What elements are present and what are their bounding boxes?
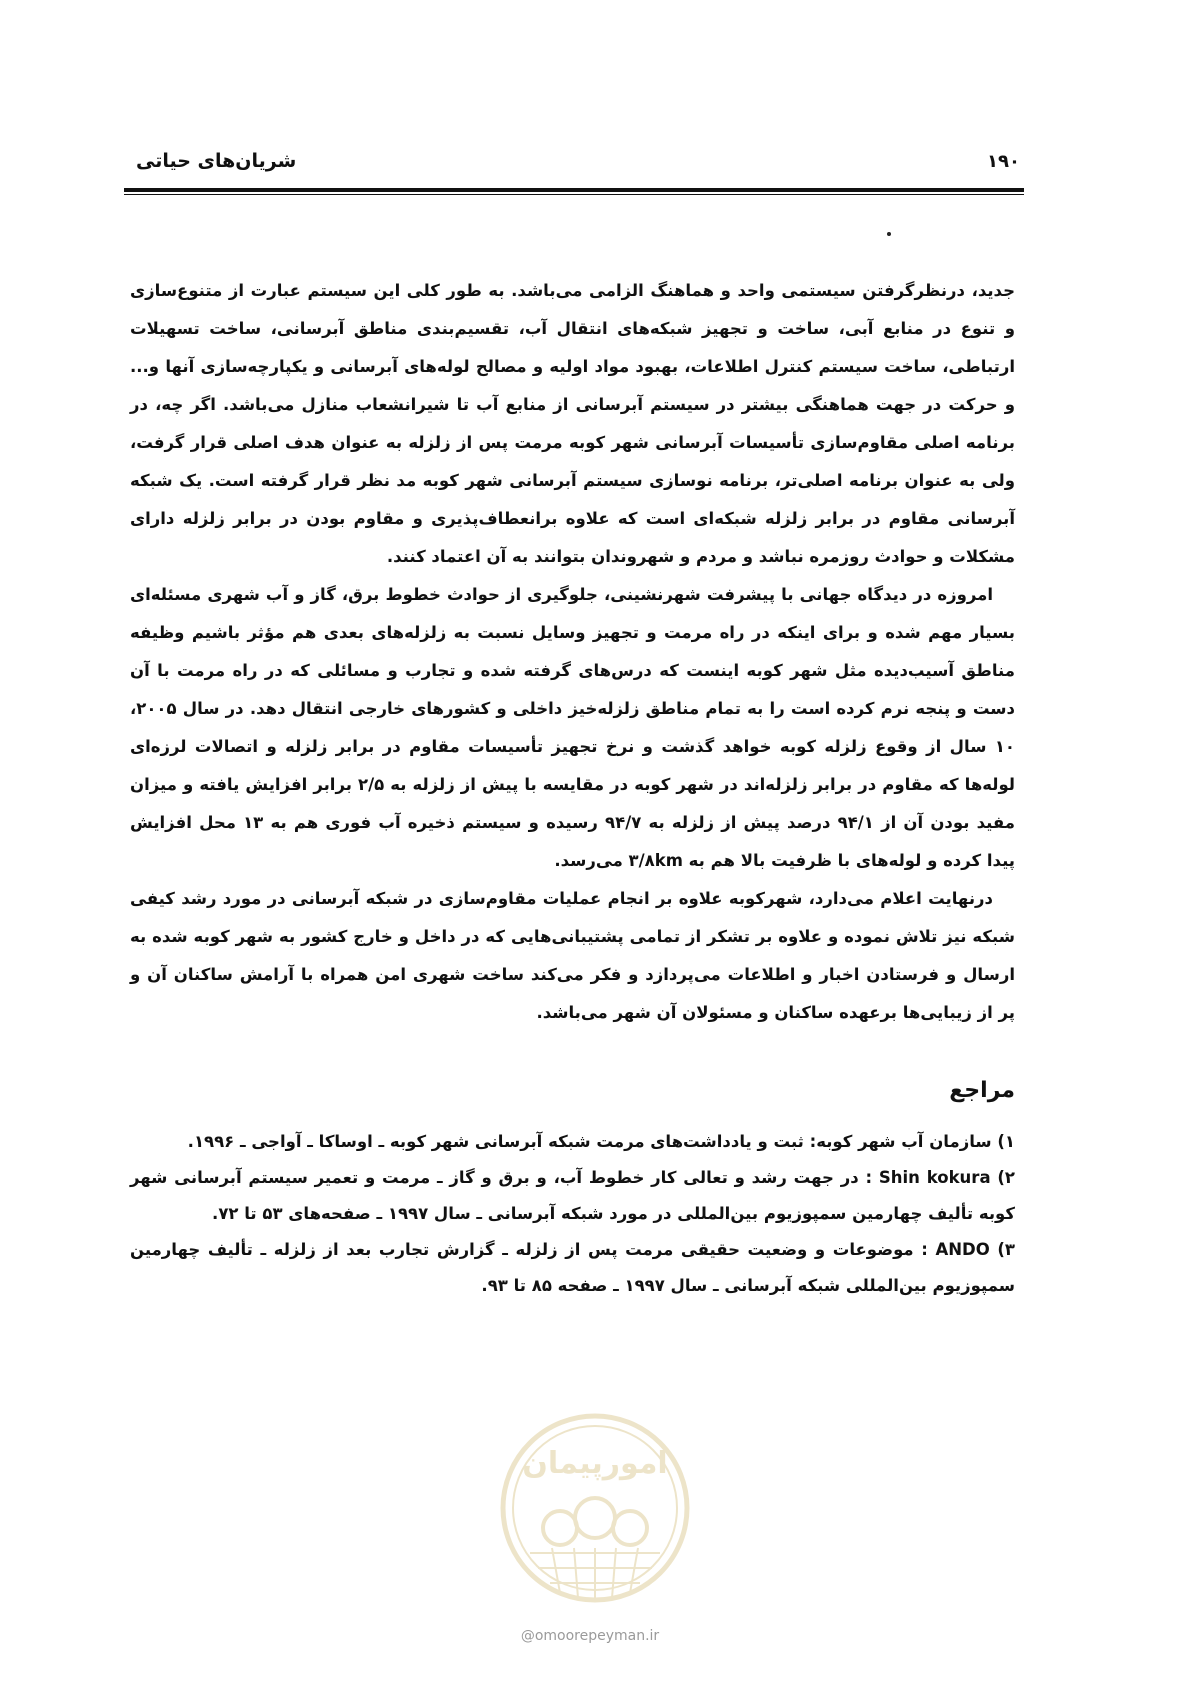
watermark-url: @omoorepeyman.ir <box>520 1628 660 1644</box>
paragraph: درنهایت اعلام می‌دارد، شهرکوبه علاوه بر انجام عملیات مقاوم‌سازی در شبکه آبرسانی در مورد رشد کیفی شبکه نیز تلاش نموده و علاوه بر تشکر از تمامی پشتیبانی‌هایی که در داخل و خارج کشور به شهر کوبه شده به ارسال و فرستادن اخبار و اطلاعات می‌پردازد و فکر می‌کند ساخت شهری امن همراه با آرامش ساکنان آن و پر از زیبایی‌ها برعهده ساکنان و مسئولان آن شهر می‌باشد. <box>130 889 1015 1022</box>
header-rule-thin <box>124 194 1024 195</box>
page-number: ۱۹۰ <box>987 151 1020 172</box>
header-rule <box>124 188 1024 192</box>
references-heading: مراجع <box>949 1078 1015 1103</box>
paragraph: امروزه در دیدگاه جهانی با پیشرفت شهرنشینی، جلوگیری از حوادث خطوط برق، گاز و آب شهری مسئله‌ای بسیار مهم شده و برای اینکه در راه مرمت و تجهیز وسایل نسبت به زلزله‌های بعدی هم مؤثر باشیم وظیفه مناطق آسیب‌دیده مثل شهر کوبه اینست که درس‌های گرفته شده و تجارب و مسائلی که در راه مرمت با آن دست و پنجه نرم کرده است را به تمام مناطق زلزله‌خیز داخلی و کشورهای خارجی انتقال دهد. در سال ۲۰۰۵، ۱۰ سال از وقوع زلزله کوبه خواهد گذشت و نرخ تجهیز تأسیسات مقاوم در برابر زلزله و اتصالات لرزه‌ای لوله‌ها که مقاوم در برابر زلزله‌اند در شهر کوبه در مقایسه با پیش از زلزله به ۲/۵ برابر افزایش یافته و میزان مفید بودن آن از ۹۴/۱ درصد پیش از زلزله به ۹۴/۷ رسیده و سیستم ذخیره آب فوری هم به ۱۳ محل افزایش پیدا کرده و لوله‌های با ظرفیت بالا هم به ۳/۸km می‌رسد. <box>130 585 1016 870</box>
references-list <box>130 1124 1015 1304</box>
scan-dot <box>887 232 891 236</box>
reference-item: ۲) Shin kokura : در جهت رشد و تعالی کار خطوط آب، و برق و گاز ـ مرمت و تعمیر سیستم آبرسانی شهر کوبه تألیف چهارمین سمپوزیوم بین‌المللی در مورد شبکه آبرسانی ـ سال ۱۹۹۷ ـ صفحه‌های ۵۳ تا ۷۲. <box>130 1168 1015 1223</box>
page-header <box>124 150 1024 196</box>
paragraph: جدید، درنظرگرفتن سیستمی واحد و هماهنگ الزامی می‌باشد. به طور کلی این سیستم عبارت از متنوع‌سازی و تنوع در منابع آبی، ساخت و تجهیز شبکه‌های انتقال آب، تقسیم‌بندی مناطق آبرسانی، ساخت تسهیلات ارتباطی، ساخت سیستم کنترل اطلاعات، بهبود مواد اولیه و مصالح لوله‌های آبرسانی و یکپارچه‌سازی آنها و... و حرکت در جهت هماهنگی بیشتر در سیستم آبرسانی از منابع آب تا شیرانشعاب منازل می‌باشد. اگر چه، در برنامه اصلی مقاوم‌سازی تأسیسات آبرسانی شهر کوبه مرمت پس از زلزله به عنوان هدف اصلی قرار گرفت، ولی به عنوان برنامه اصلی‌تر، برنامه نوسازی سیستم آبرسانی شهر کوبه مد نظر قرار گرفته است. یک شبکه آبرسانی مقاوم در برابر زلزله شبکه‌ای است که علاوه برانعطاف‌پذیری و مقاوم بودن در برابر زلزله دارای مشکلات و حوادث روزمره نباشد و مردم و شهروندان بتوانند به آن اعتماد کنند. <box>130 281 1015 566</box>
running-title: شریان‌های حیاتی <box>136 150 297 172</box>
reference-item: ۳) ANDO : موضوعات و وضعیت حقیقی مرمت پس از زلزله ـ گزارش تجارب بعد از زلزله ـ تألیف چهارمین سمپوزیوم بین‌المللی شبکه آبرسانی ـ سال ۱۹۹۷ ـ صفحه ۸۵ تا ۹۳. <box>130 1240 1015 1295</box>
svg-text:امورپیمان: امورپیمان <box>522 1446 668 1481</box>
body-text <box>130 272 1015 1032</box>
watermark-logo <box>490 1398 700 1658</box>
reference-item: ۱) سازمان آب شهر کوبه: ثبت و یادداشت‌های مرمت شبکه آبرسانی شهر کوبه ـ اوساکا ـ آواجی ـ ۱۹۹۶. <box>187 1132 1015 1151</box>
